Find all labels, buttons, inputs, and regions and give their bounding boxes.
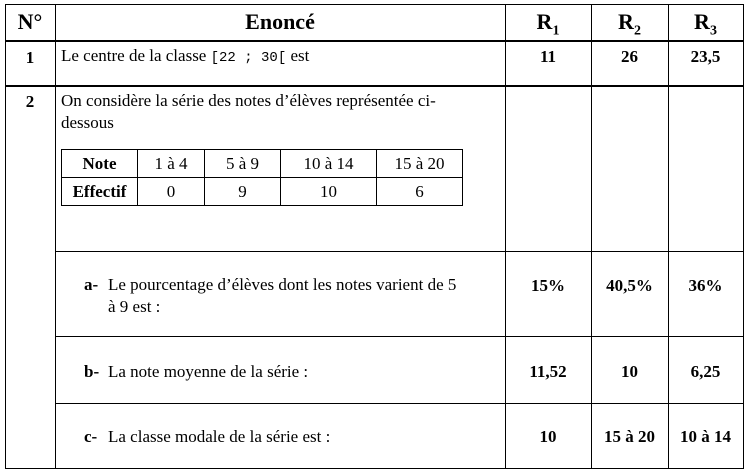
q1-r3: 23,5 xyxy=(690,47,721,66)
q2a-line1: Le pourcentage d’élèves dont les notes varient de 5 xyxy=(108,275,457,294)
rule xyxy=(505,4,506,469)
q2c-label: c- xyxy=(84,427,98,446)
header-r1-letter: R xyxy=(536,9,553,34)
q2a-r2: 40,5% xyxy=(606,276,653,295)
q2c-r1: 10 xyxy=(539,427,557,446)
q1-text-after: est xyxy=(286,46,310,65)
q2a-text xyxy=(84,274,456,296)
header-r2-sub: 2 xyxy=(633,23,641,39)
q2c-text xyxy=(84,426,330,448)
q2c-r3: 10 à 14 xyxy=(680,427,731,446)
header-r1 xyxy=(505,8,591,45)
rule xyxy=(55,336,744,337)
header-r3-sub: 3 xyxy=(709,23,717,39)
effectif-cell: 10 xyxy=(281,178,377,206)
q2-intro-line2: dessous xyxy=(61,113,114,132)
header-r2 xyxy=(591,8,668,45)
header-r2-letter: R xyxy=(618,9,634,34)
rule xyxy=(55,4,56,469)
q2b-label: b- xyxy=(84,362,100,381)
notes-cell: 15 à 20 xyxy=(377,150,463,178)
q1-text-before: Le centre de la classe xyxy=(61,46,211,65)
notes-table xyxy=(61,149,463,206)
q1-text xyxy=(61,45,309,69)
notes-cell: 10 à 14 xyxy=(281,150,377,178)
q2c-line: La classe modale de la série est : xyxy=(108,427,331,446)
header-num: N° xyxy=(17,9,43,34)
notes-table-row xyxy=(62,178,463,206)
q2b-r2: 10 xyxy=(621,362,638,381)
header-r3-letter: R xyxy=(694,9,710,34)
q2a-label: a- xyxy=(84,275,99,294)
rule xyxy=(668,4,669,469)
q1-number: 1 xyxy=(25,48,35,67)
notes-cell: 1 à 4 xyxy=(138,150,205,178)
notes-cell: 5 à 9 xyxy=(205,150,281,178)
rule xyxy=(5,4,6,469)
effectif-cell: 0 xyxy=(138,178,205,206)
rule xyxy=(743,4,744,469)
notes-table-row xyxy=(62,150,463,178)
rule xyxy=(5,4,744,5)
rule xyxy=(5,468,744,469)
q2b-text xyxy=(84,361,308,383)
q2a-text-line2: à 9 est : xyxy=(108,297,161,316)
q2b-r1: 11,52 xyxy=(529,362,567,381)
q1-interval: [22 ; 30[ xyxy=(210,50,287,66)
rule xyxy=(591,4,592,469)
q2c-r2: 15 à 20 xyxy=(604,427,655,446)
effectif-cell: 9 xyxy=(205,178,281,206)
q1-r2: 26 xyxy=(621,47,638,66)
q2a-r3: 36% xyxy=(688,276,723,295)
rule xyxy=(55,403,744,404)
header-r1-sub: 1 xyxy=(552,23,560,39)
effectif-cell: 6 xyxy=(377,178,463,206)
q1-r1: 11 xyxy=(539,47,557,66)
q2b-line: La note moyenne de la série : xyxy=(108,362,309,381)
rule xyxy=(55,251,744,252)
q2-intro-line1: On considère la série des notes d’élèves représentée ci- xyxy=(61,91,436,110)
q2a-r1: 15% xyxy=(531,276,565,295)
effectif-header-cell: Effectif xyxy=(62,178,138,206)
q2b-r3: 6,25 xyxy=(690,362,721,381)
header-r3 xyxy=(668,8,743,45)
notes-header-cell: Note xyxy=(62,150,138,178)
header-enonce: Enoncé xyxy=(245,9,315,34)
rule xyxy=(5,85,744,87)
q2-number: 2 xyxy=(25,92,35,111)
